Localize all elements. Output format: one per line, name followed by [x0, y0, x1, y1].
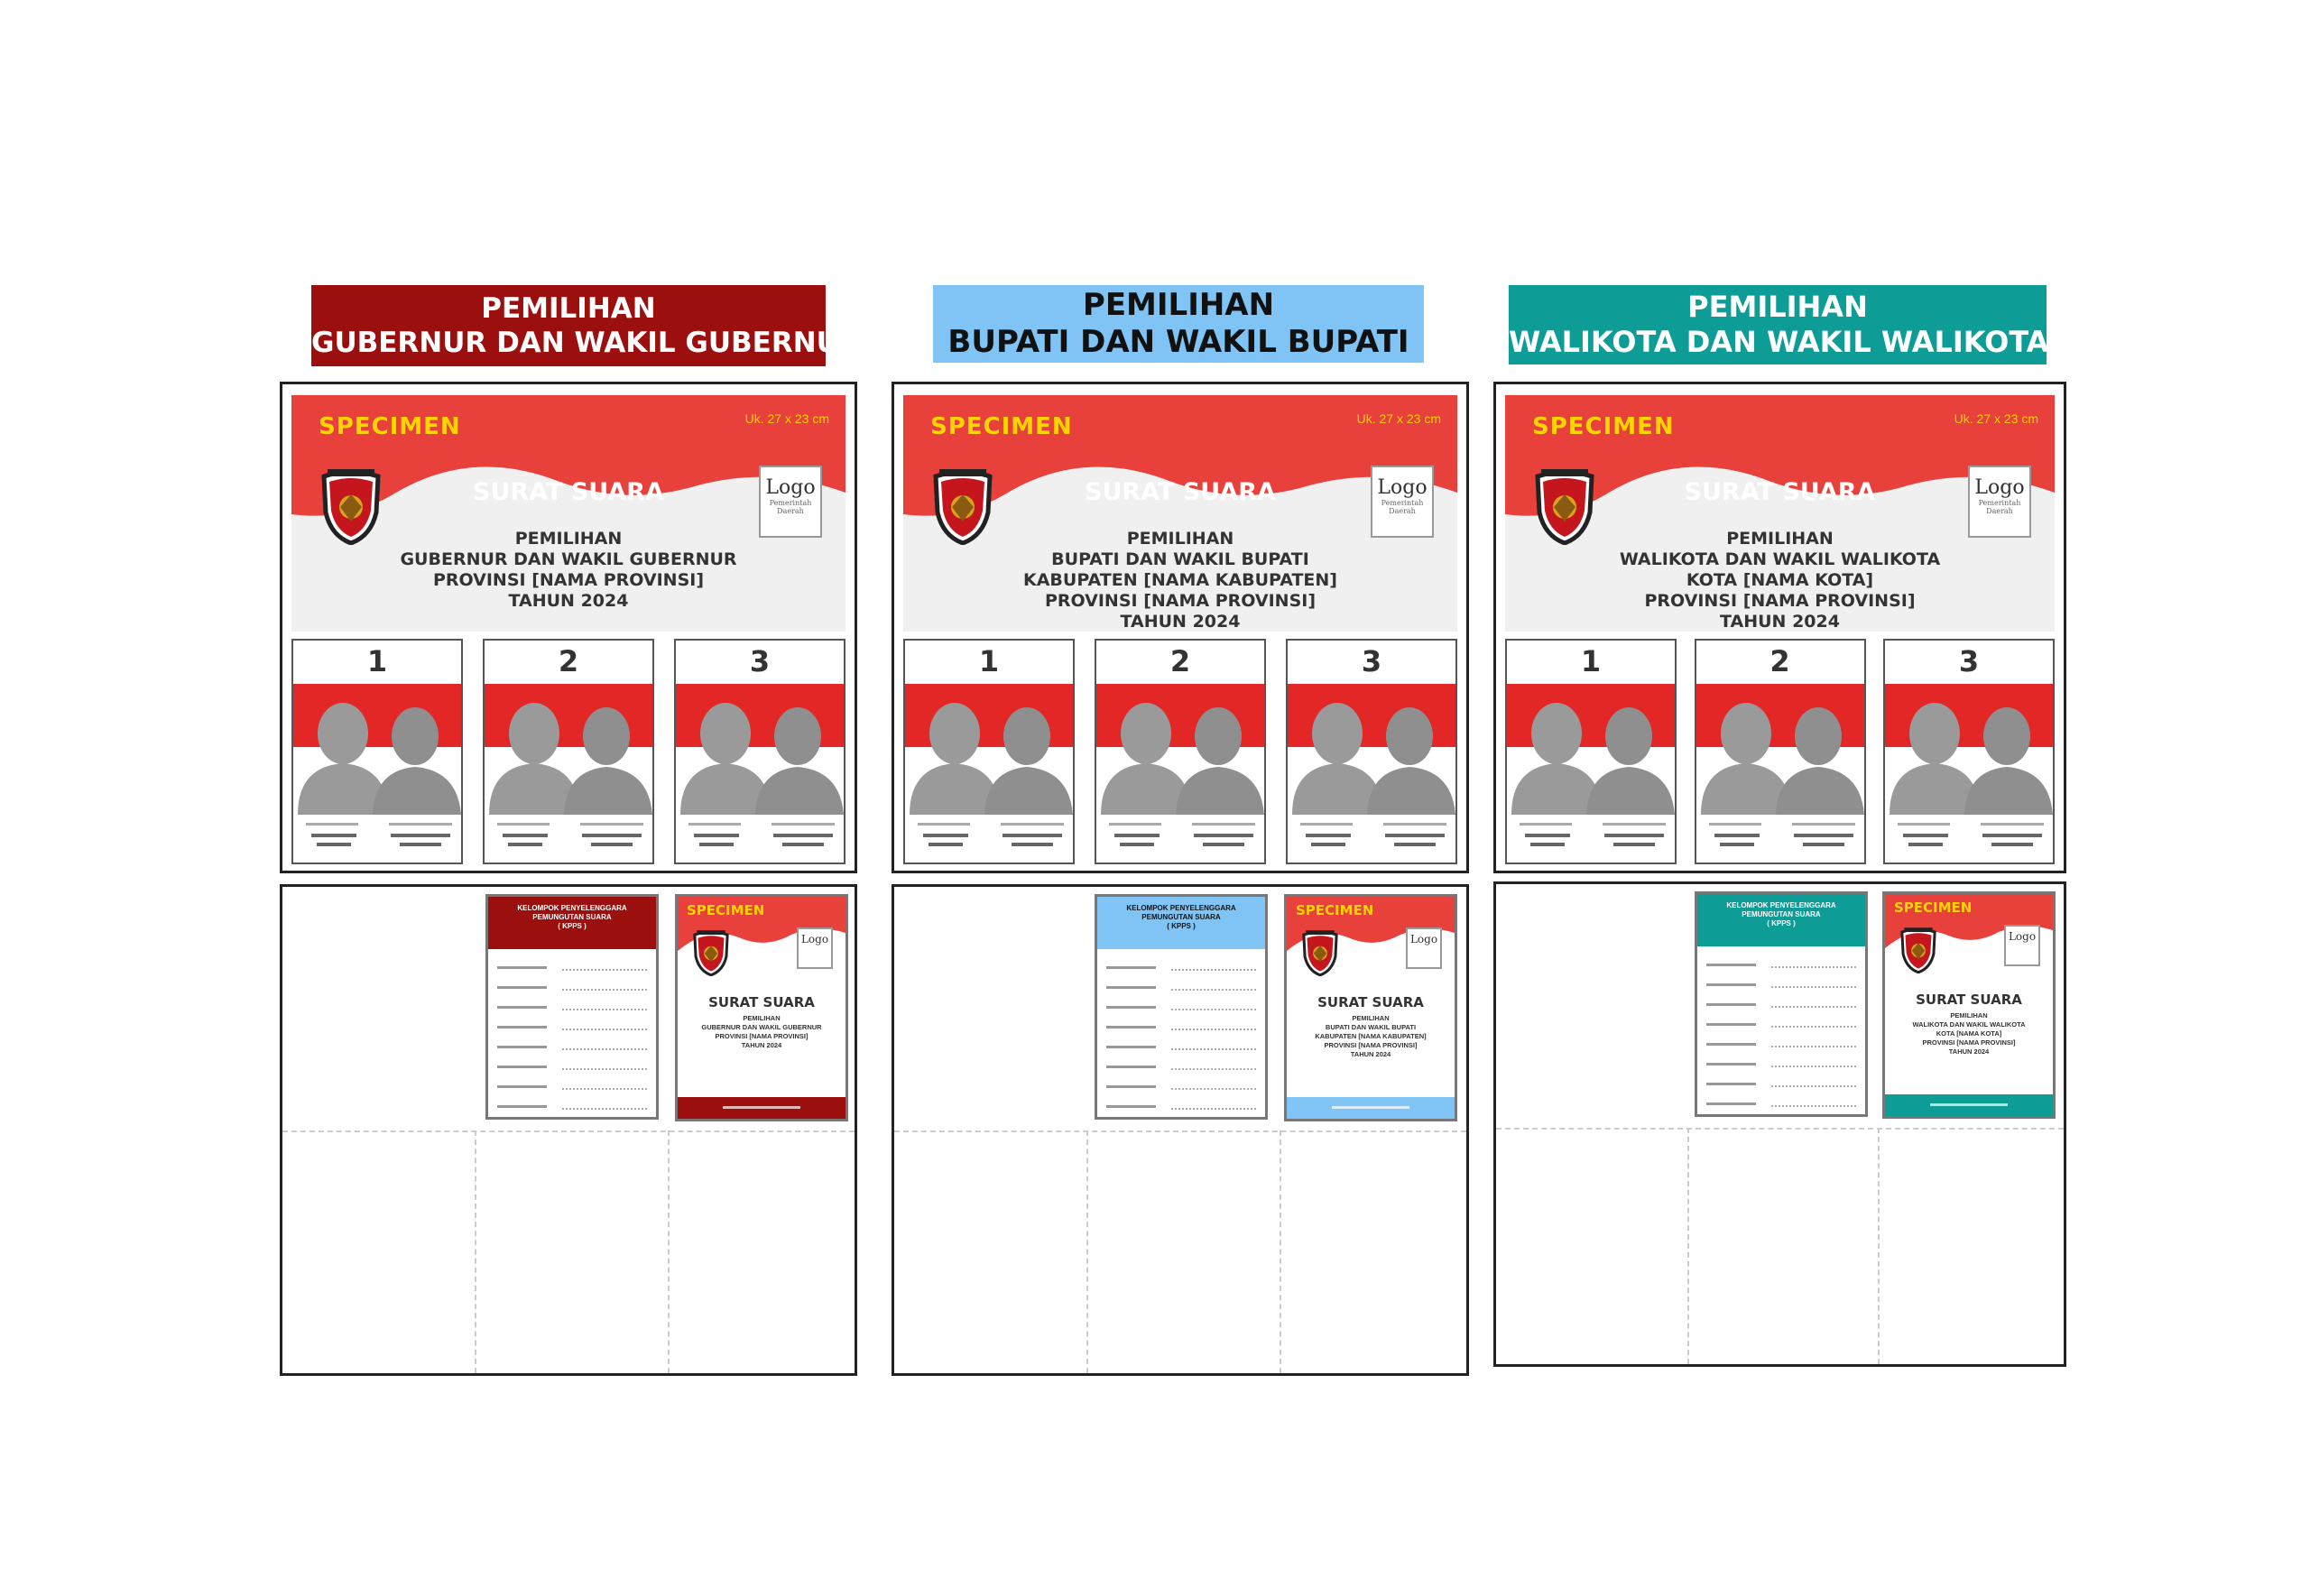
candidate-card[interactable] [674, 639, 845, 864]
fold-line [282, 1130, 855, 1132]
candidate-name-labels [1102, 821, 1259, 857]
kpps-field-row[interactable] [1706, 981, 1856, 990]
kpps-head-line: KELOMPOK PENYELENGGARA [517, 904, 627, 912]
mini-title: SURAT SUARA [708, 994, 815, 1010]
mini-line: GUBERNUR DAN WAKIL GUBERNUR [701, 1023, 822, 1031]
kpps-field-row[interactable] [497, 1043, 647, 1052]
kpps-head-line: PEMUNGUTAN SUARA [1141, 913, 1221, 921]
kpps-field-row[interactable] [1106, 1043, 1256, 1052]
candidate-number: 1 [366, 644, 388, 678]
candidate-number: 2 [558, 644, 579, 678]
candidate-name-labels [681, 821, 838, 857]
candidate-name-labels [1293, 821, 1450, 857]
kpps-field-row[interactable] [497, 964, 647, 973]
candidate-number: 2 [1169, 644, 1191, 678]
mini-title: SURAT SUARA [1317, 994, 1424, 1010]
mini-line: PROVINSI [NAMA PROVINSI] [1922, 1038, 2016, 1047]
ballot-header-line: WALIKOTA DAN WAKIL WALIKOTA [1619, 549, 1941, 569]
candidate-number: 1 [978, 644, 1000, 678]
ballot-title: SURAT SUARA [473, 478, 664, 506]
candidate-card[interactable] [903, 639, 1075, 864]
fold-line [1086, 1130, 1088, 1373]
fold-line [668, 1130, 670, 1373]
ballot-paper [280, 382, 857, 873]
fold-line [1496, 1128, 2064, 1130]
fold-line [894, 1130, 1466, 1132]
candidate-row [903, 639, 1457, 864]
kpps-field-row[interactable] [1706, 1001, 1856, 1010]
ballot-header-lines [903, 529, 1457, 632]
candidate-card[interactable] [1883, 639, 2055, 864]
ballot-header-line: TAHUN 2024 [1120, 612, 1241, 632]
kpps-header [1097, 897, 1265, 949]
fold-line [1280, 1130, 1281, 1373]
regional-logo-icon [1371, 466, 1434, 538]
ballot-header [903, 395, 1457, 632]
mini-line: TAHUN 2024 [1948, 1047, 1990, 1056]
ballot-fold-view [892, 884, 1469, 1376]
size-note: Uk. 27 x 23 cm [1356, 411, 1441, 426]
kpps-field-row[interactable] [1106, 1023, 1256, 1032]
mini-specimen-label: SPECIMEN [687, 902, 765, 918]
specimen-label: SPECIMEN [1532, 413, 1675, 440]
ballot-header-line: BUPATI DAN WAKIL BUPATI [1051, 549, 1309, 569]
mini-line: PEMILIHAN [1950, 1011, 1988, 1019]
kpps-form [485, 894, 659, 1120]
ballot-header [291, 395, 845, 632]
candidate-card[interactable] [1286, 639, 1457, 864]
kpps-field-row[interactable] [1706, 1060, 1856, 1069]
candidate-name-labels [299, 821, 456, 857]
logo-sub: Pemerintah Daerah [1381, 499, 1424, 515]
kpu-emblem-icon [1898, 927, 1939, 973]
kpps-head-line: PEMUNGUTAN SUARA [1742, 910, 1821, 918]
kpps-header [1697, 894, 1865, 946]
ballot-header-line: PROVINSI [NAMA PROVINSI] [1644, 591, 1916, 611]
ballot-paper [892, 382, 1469, 873]
kpps-form [1695, 891, 1868, 1117]
mini-lines [678, 1014, 845, 1050]
mini-title: SURAT SUARA [1916, 992, 2022, 1008]
banner-line2: WALIKOTA DAN WAKIL WALIKOTA [1509, 325, 2049, 359]
banner-bupati [933, 285, 1424, 363]
ballot-header-line: PROVINSI [NAMA PROVINSI] [1044, 591, 1317, 611]
kpps-field-row[interactable] [1106, 964, 1256, 973]
banner-gubernur [311, 285, 861, 366]
ballot-header-lines [291, 529, 845, 612]
banner-line1: PEMILIHAN [1687, 290, 1868, 324]
mini-line: PEMILIHAN [743, 1014, 781, 1022]
specimen-label: SPECIMEN [930, 413, 1073, 440]
logo-sub: Pemerintah Daerah [769, 499, 812, 515]
candidate-card[interactable] [291, 639, 463, 864]
banner-line2: BUPATI DAN WAKIL BUPATI [947, 324, 1409, 360]
mini-lines [1885, 1011, 2053, 1056]
mini-footer [1885, 1094, 2053, 1116]
fold-line [475, 1130, 476, 1373]
candidate-card[interactable] [1095, 639, 1266, 864]
ballot-header-line: PROVINSI [NAMA PROVINSI] [432, 570, 705, 590]
fold-line [1687, 1128, 1689, 1364]
size-note: Uk. 27 x 23 cm [744, 411, 829, 426]
candidate-card[interactable] [483, 639, 654, 864]
kpps-head-line: ( KPPS ) [1767, 919, 1796, 927]
mini-footer [678, 1097, 845, 1119]
candidate-number: 2 [1769, 644, 1790, 678]
candidate-number: 3 [1361, 644, 1382, 678]
kpps-field-row[interactable] [497, 1003, 647, 1012]
ballot-fold-view [1493, 881, 2066, 1367]
mini-lines [1287, 1014, 1455, 1059]
kpps-field-row[interactable] [497, 1063, 647, 1072]
kpps-head-line: ( KPPS ) [1167, 922, 1196, 930]
banner-walikota [1509, 285, 2047, 364]
mini-line: BUPATI DAN WAKIL BUPATI [1325, 1023, 1417, 1031]
kpps-head-line: PEMUNGUTAN SUARA [532, 913, 612, 921]
ballot-header [1505, 395, 2055, 632]
kpps-field-row[interactable] [1106, 1003, 1256, 1012]
candidate-row [291, 639, 845, 864]
kpps-field-row[interactable] [1106, 1063, 1256, 1072]
ballot-header-line: GUBERNUR DAN WAKIL GUBERNUR [400, 549, 737, 569]
kpu-emblem-icon [1299, 929, 1341, 976]
kpps-field-row[interactable] [497, 1023, 647, 1032]
logo-word: Logo [765, 476, 816, 499]
kpps-field-row[interactable] [1106, 1102, 1256, 1112]
ballot-title: SURAT SUARA [1684, 478, 1876, 506]
regional-logo-icon: Logo [797, 927, 833, 969]
ballot-fold-view [280, 884, 857, 1376]
ballot-header-line: KABUPATEN [NAMA KABUPATEN] [1023, 570, 1337, 590]
banner-line2: GUBERNUR DAN WAKIL GUBERNUR [311, 327, 861, 359]
kpps-field-row[interactable] [1706, 1020, 1856, 1029]
candidate-row [1505, 639, 2055, 864]
kpu-emblem-icon [690, 929, 732, 976]
kpps-field-row[interactable] [1706, 1100, 1856, 1109]
ballot-header-line: KOTA [NAMA KOTA] [1686, 570, 1874, 590]
regional-logo-icon [759, 466, 822, 538]
mini-specimen-label: SPECIMEN [1894, 899, 1973, 916]
size-note: Uk. 27 x 23 cm [1954, 411, 2038, 426]
ballot-header-lines [1505, 529, 2055, 632]
regional-logo-icon [1968, 466, 2031, 538]
candidate-name-labels [1702, 821, 1859, 857]
specimen-label: SPECIMEN [319, 413, 461, 440]
kpps-field-row[interactable] [497, 983, 647, 992]
candidate-name-labels [910, 821, 1067, 857]
ballot-header-line: PEMILIHAN [1126, 529, 1234, 549]
ballot-header-line: TAHUN 2024 [1720, 612, 1840, 632]
candidate-name-labels [490, 821, 647, 857]
mini-line: TAHUN 2024 [741, 1041, 782, 1049]
kpps-head-line: ( KPPS ) [558, 922, 587, 930]
kpps-head-line: KELOMPOK PENYELENGGARA [1726, 901, 1836, 909]
mini-line: PROVINSI [NAMA PROVINSI] [1324, 1041, 1418, 1049]
mini-line: KOTA [NAMA KOTA] [1936, 1029, 2002, 1038]
ballot-title: SURAT SUARA [1085, 478, 1276, 506]
kpps-field-row[interactable] [1706, 1040, 1856, 1049]
regional-logo-icon: Logo [1406, 927, 1442, 969]
mini-ballot-cover [1284, 894, 1457, 1121]
candidate-name-labels [1512, 821, 1669, 857]
kpps-field-row[interactable] [1706, 961, 1856, 970]
mini-line: WALIKOTA DAN WAKIL WALIKOTA [1912, 1020, 2026, 1029]
fold-line [1878, 1128, 1880, 1364]
kpps-field-row[interactable] [1106, 983, 1256, 992]
ballot-header-line: PEMILIHAN [514, 529, 623, 549]
candidate-card[interactable] [1695, 639, 1866, 864]
mini-line: KABUPATEN [NAMA KABUPATEN] [1315, 1032, 1427, 1040]
ballot-paper [1493, 382, 2066, 873]
kpps-header [488, 897, 656, 949]
kpps-field-row[interactable] [1706, 1080, 1856, 1089]
kpps-field-row[interactable] [1106, 1083, 1256, 1092]
kpps-field-row[interactable] [497, 1083, 647, 1092]
mini-line: PEMILIHAN [1352, 1014, 1390, 1022]
mini-specimen-label: SPECIMEN [1296, 902, 1374, 918]
regional-logo-icon: Logo [2004, 925, 2040, 966]
banner-line1: PEMILIHAN [1082, 287, 1275, 323]
candidate-name-labels [1890, 821, 2047, 857]
kpps-head-line: KELOMPOK PENYELENGGARA [1126, 904, 1236, 912]
mini-ballot-cover [1882, 891, 2056, 1119]
candidate-number: 1 [1580, 644, 1602, 678]
mini-footer [1287, 1097, 1455, 1119]
candidate-card[interactable] [1505, 639, 1677, 864]
candidate-number: 3 [1958, 644, 1980, 678]
candidate-number: 3 [749, 644, 771, 678]
mini-ballot-cover [675, 894, 848, 1121]
kpps-form [1095, 894, 1268, 1120]
logo-word: Logo [1974, 476, 2025, 499]
mini-line: TAHUN 2024 [1350, 1050, 1391, 1058]
logo-word: Logo [1377, 476, 1428, 499]
mini-line: PROVINSI [NAMA PROVINSI] [715, 1032, 808, 1040]
ballot-header-line: PEMILIHAN [1726, 529, 1834, 549]
logo-sub: Pemerintah Daerah [1978, 499, 2021, 515]
kpps-field-row[interactable] [497, 1102, 647, 1112]
ballot-header-line: TAHUN 2024 [508, 591, 629, 611]
banner-line1: PEMILIHAN [481, 292, 656, 325]
